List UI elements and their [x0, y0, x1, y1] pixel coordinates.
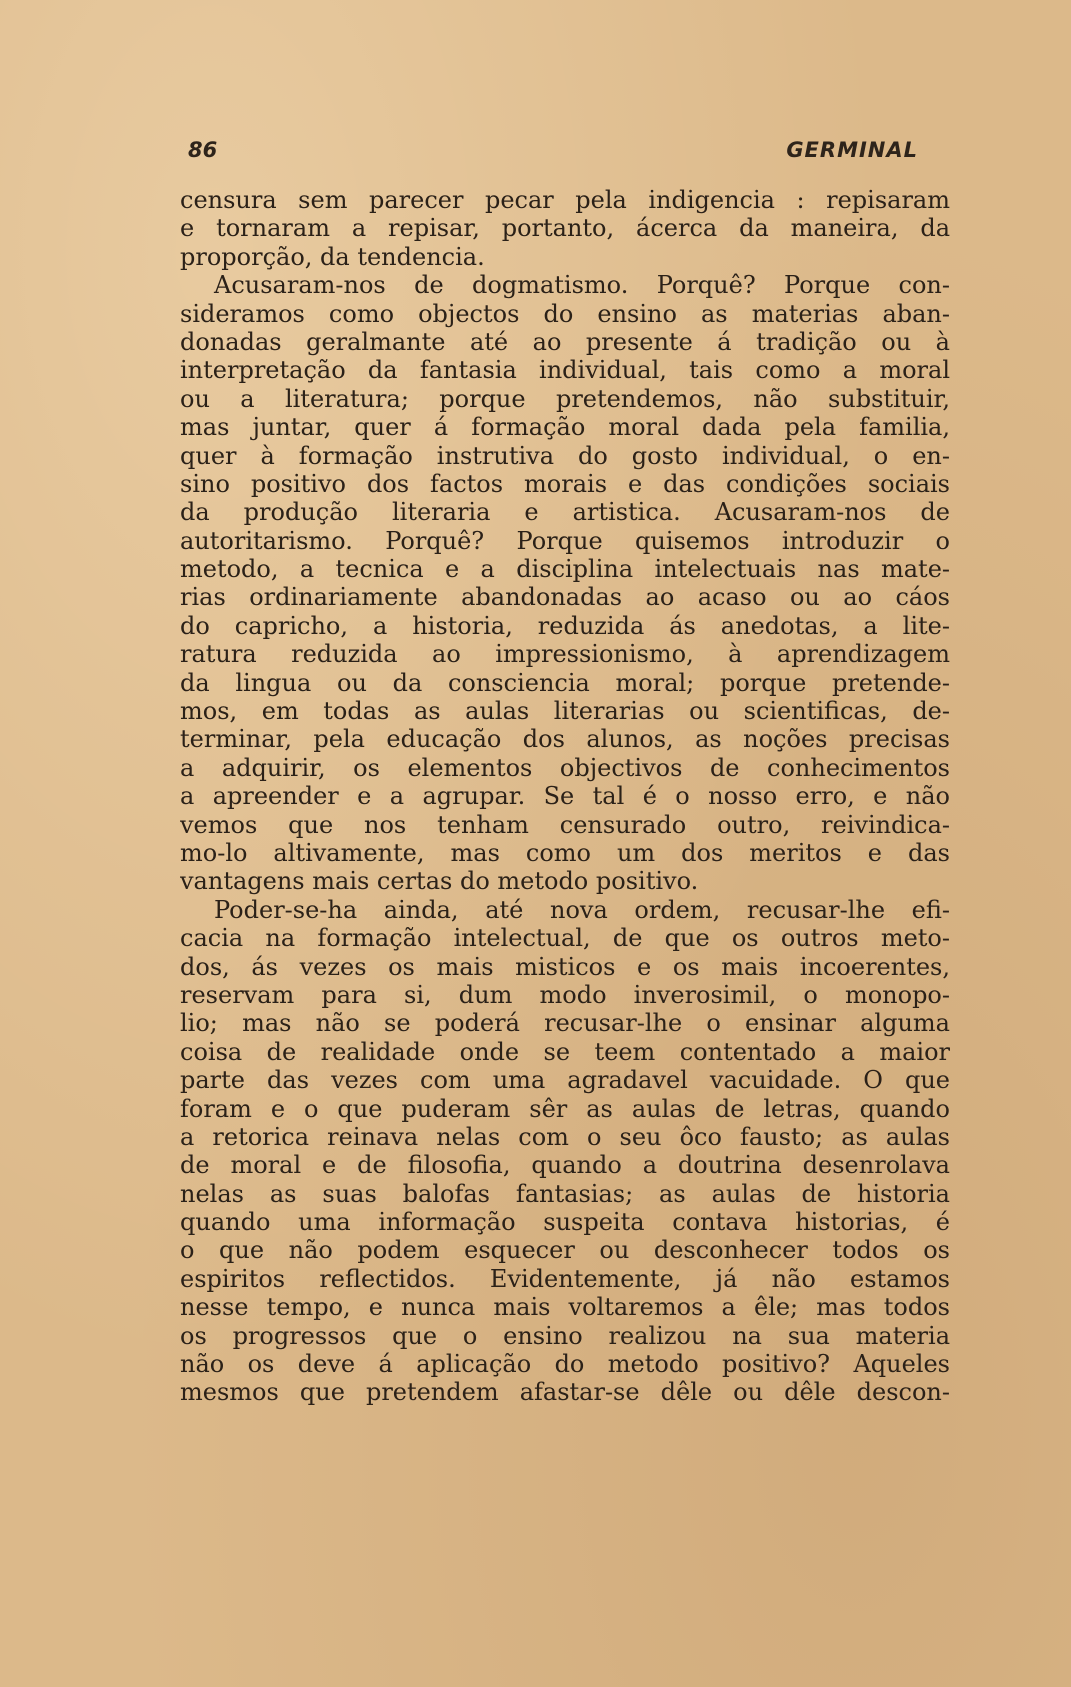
- running-title: GERMINAL: [786, 138, 918, 162]
- text-line: mo-lo altivamente, mas como um dos meritos e das: [180, 838, 950, 867]
- text-line: mos, em todas as aulas literarias ou scientificas, de-: [180, 697, 950, 726]
- text-line: de moral e de filosofia, quando a doutrina desenrolava: [180, 1151, 950, 1180]
- running-head: [188, 138, 918, 168]
- text-line: a retorica reinava nelas com o seu ôco fausto; as aulas: [180, 1122, 950, 1151]
- text-line: cacia na formação intelectual, de que os outros meto-: [180, 924, 950, 953]
- text-line: Poder-se-ha ainda, até nova ordem, recusar-lhe efi-: [214, 895, 950, 924]
- text-line: interpretação da fantasia individual, tais como a moral: [180, 356, 950, 385]
- text-line: terminar, pela educação dos alunos, as noções precisas: [180, 725, 950, 754]
- text-line: nesse tempo, e nunca mais voltaremos a êle; mas todos: [180, 1293, 950, 1322]
- page-number: 86: [188, 138, 218, 162]
- text-line: vantagens mais certas do metodo positivo.: [180, 867, 699, 896]
- text-line: e tornaram a repisar, portanto, ácerca da maneira, da: [180, 214, 950, 243]
- text-line: metodo, a tecnica e a disciplina intelectuais nas mate-: [180, 555, 950, 584]
- text-line: donadas geralmante até ao presente á tradição ou à: [180, 327, 950, 356]
- text-line: nelas as suas balofas fantasias; as aulas de historia: [180, 1179, 950, 1208]
- text-line: reservam para si, dum modo inverosimil, o monopo-: [180, 980, 950, 1009]
- text-line: a adquirir, os elementos objectivos de conhecimentos: [180, 753, 950, 782]
- text-line: vemos que nos tenham censurado outro, reivindica-: [180, 810, 950, 839]
- text-line: mesmos que pretendem afastar-se dêle ou dêle descon-: [180, 1378, 950, 1407]
- text-line: ratura reduzida ao impressionismo, à aprendizagem: [180, 640, 950, 669]
- text-line: censura sem parecer pecar pela indigencia : repisaram: [180, 186, 950, 214]
- text-line: foram e o que puderam sêr as aulas de letras, quando: [180, 1094, 950, 1123]
- text-line: parte das vezes com uma agradavel vacuidade. O que: [180, 1066, 950, 1095]
- text-line: espiritos reflectidos. Evidentemente, já não estamos: [180, 1264, 950, 1293]
- text-line: da lingua ou da consciencia moral; porque pretende-: [180, 668, 950, 697]
- text-line: coisa de realidade onde se teem contentado a maior: [180, 1037, 950, 1066]
- text-line: sideramos como objectos do ensino as materias aban-: [180, 299, 950, 328]
- text-line: lio; mas não se poderá recusar-lhe o ensinar alguma: [180, 1009, 950, 1038]
- text-line: a apreender e a agrupar. Se tal é o nosso erro, e não: [180, 782, 950, 811]
- text-line: Acusaram-nos de dogmatismo. Porquê? Porque con-: [214, 271, 950, 300]
- text-line: dos, ás vezes os mais misticos e os mais incoerentes,: [180, 952, 950, 981]
- text-line: sino positivo dos factos morais e das condições sociais: [180, 469, 950, 498]
- text-line: quando uma informação suspeita contava historias, é: [180, 1208, 950, 1237]
- text-line: quer à formação instrutiva do gosto individual, o en-: [180, 441, 950, 470]
- text-line: do capricho, a historia, reduzida ás anedotas, a lite-: [180, 611, 950, 640]
- text-line: autoritarismo. Porquê? Porque quisemos introduzir o: [180, 526, 950, 555]
- text-line: da produção literaria e artistica. Acusaram-nos de: [180, 498, 950, 527]
- text-line: os progressos que o ensino realizou na sua materia: [180, 1321, 950, 1350]
- text-line: rias ordinariamente abandonadas ao acaso ou ao cáos: [180, 583, 950, 612]
- text-line: mas juntar, quer á formação moral dada pela familia,: [180, 413, 950, 442]
- text-line: não os deve á aplicação do metodo positivo? Aqueles: [180, 1350, 950, 1379]
- text-line: o que não podem esquecer ou desconhecer todos os: [180, 1236, 950, 1265]
- text-line: proporção, da tendencia.: [180, 242, 485, 271]
- body-text: [180, 186, 950, 1407]
- text-line: ou a literatura; porque pretendemos, não substituir,: [180, 384, 950, 413]
